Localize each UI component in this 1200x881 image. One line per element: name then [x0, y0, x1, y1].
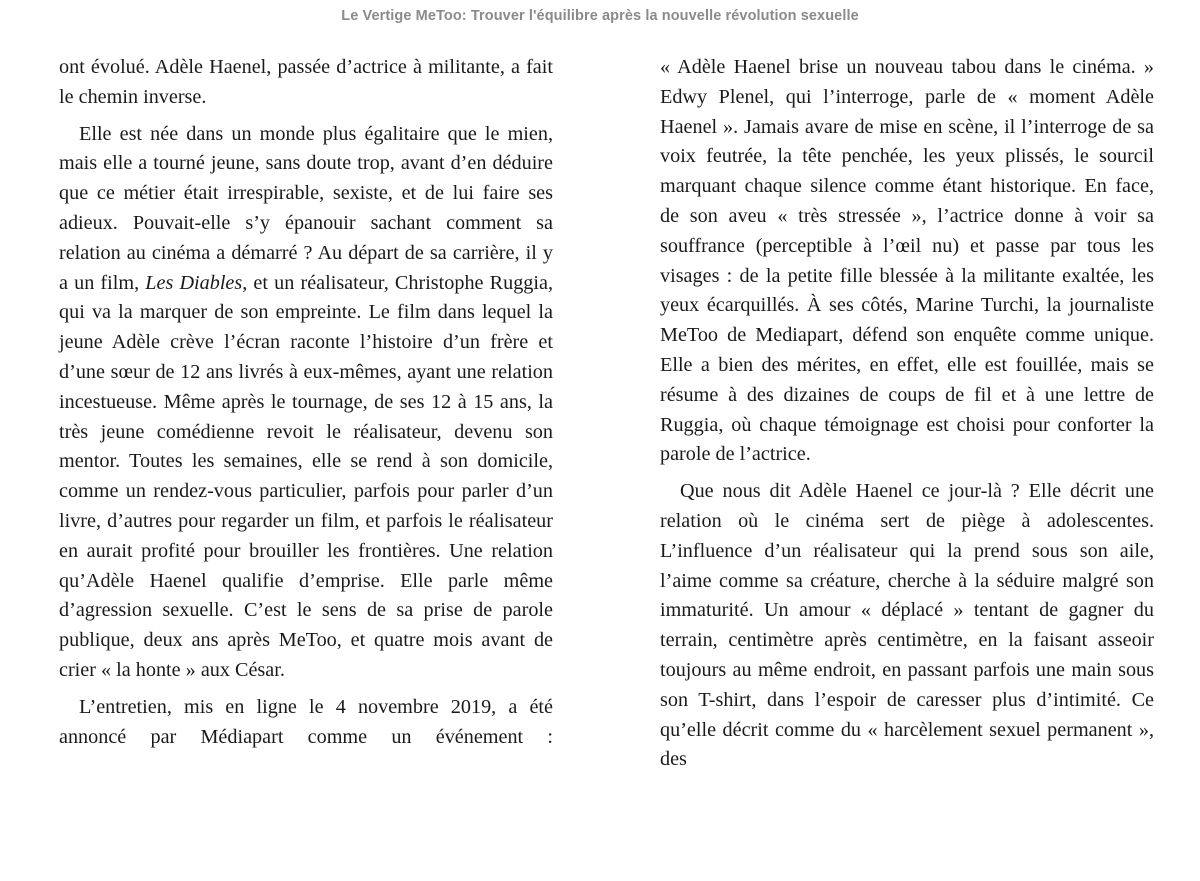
film-title: Les Diables	[145, 271, 243, 294]
paragraph: Que nous dit Adèle Haenel ce jour-là ? Elle décrit une relation où le cinéma sert de piège à adolescentes. L’influence d’un réalisateur qui la prend sous son aile, l’aime comme sa créature, cherche à la séduire malgré son immaturité. Un amour « déplacé » tentant de gagner du terrain, centimètre après centimètre, en la faisant asseoir toujours au même endroit, en passant parfois une main sous son T-shirt, dans l’espoir de caresser plus d’intimité. Ce qu’elle décrit comme du « harcèlement sexuel permanent », des	[660, 480, 1154, 771]
book-title-header: Le Vertige MeToo: Trouver l'équilibre après la nouvelle révolution sexuelle	[341, 8, 859, 24]
page-column-right	[660, 53, 1154, 782]
paragraph-text: Elle est née dans un monde plus égalitaire que le mien, mais elle a tourné jeune, sans doute trop, avant d’en déduire que ce métier était irrespirable, sexiste, et de lui faire ses adieux. Pouvait-elle s’y épanouir sachant comment sa relation au cinéma a démarré ? Au départ de sa carrière, il y a un film,	[59, 122, 553, 294]
paragraph	[59, 120, 553, 686]
paragraph: « Adèle Haenel brise un nouveau tabou dans le cinéma. » Edwy Plenel, qui l’interroge, parle de « moment Adèle Haenel ». Jamais avare de mise en scène, il l’interroge de sa voix feutrée, la tête penchée, les yeux plissés, le sourcil marquant chaque silence comme étant historique. En face, de son aveu « très stressée », l’actrice donne à voir sa souffrance (perceptible à l’œil nu) et passe par tous les visages : de la petite fille blessée à la militante exaltée, les yeux écarquillés. À ses côtés, Marine Turchi, la journaliste MeToo de Mediapart, défend son enquête comme unique. Elle a bien des mérites, en effet, elle est fouillée, mais se résume à des dizaines de coups de fil et à une lettre de Ruggia, où chaque témoignage est choisi pour conforter la parole de l’actrice.	[660, 56, 1154, 466]
paragraph: L’entretien, mis en ligne le 4 novembre 2019, a été annoncé par Médiapart comme un événement :	[59, 695, 553, 748]
paragraph: ont évolué. Adèle Haenel, passée d’actrice à militante, a fait le chemin inverse.	[59, 56, 553, 108]
page-column-left	[59, 53, 553, 759]
paragraph-text: , et un réalisateur, Christophe Ruggia, qui va la marquer de son empreinte. Le film dans lequel la jeune Adèle crève l’écran raconte l’histoire d’un frère et d’une sœur de 12 ans livrés à eux-mêmes, ayant une relation incestueuse. Même après le tournage, de ses 12 à 15 ans, la très jeune comédienne revoit le réalisateur, devenu son mentor. Toutes les semaines, elle se rend à son domicile, comme un rendez-vous particulier, parfois pour parler d’un livre, d’autres pour regarder un film, et parfois le réalisateur en aurait profité pour brouiller les frontières. Une relation qu’Adèle Haenel qualifie d’emprise. Elle parle même d’agression sexuelle. C’est le sens de sa prise de parole publique, deux ans après MeToo, et quatre mois avant de crier « la honte » aux César.	[59, 271, 554, 681]
